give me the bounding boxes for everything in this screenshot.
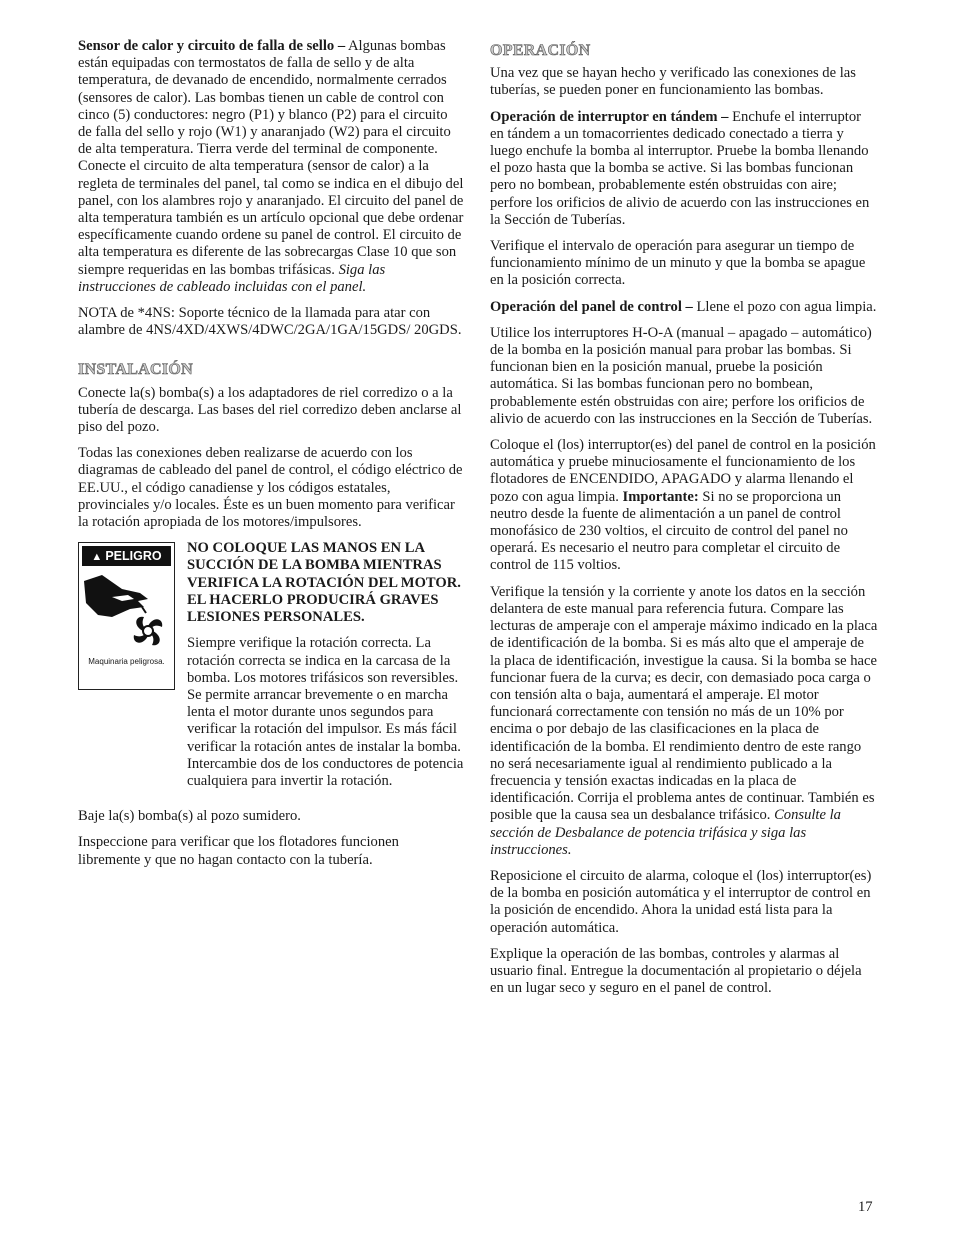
right-column <box>490 38 878 1006</box>
automatic-position-text: Coloque el (los) interruptor(es) del panel de control en la posición automática y pruebe minuciosamente el funcionamiento de los flotadores de ENCENDIDO, APAGADO y alarma llenando el pozo con agua limpia. <box>490 437 876 505</box>
section-heading-operation: OPERACIÓN <box>490 42 591 59</box>
danger-label-box <box>78 542 175 690</box>
paragraph-note: NOTA de *4NS: Soporte técnico de la llamada para atar con alambre de 4NS/4XD/4XWS/4DWC/2GA/1GA/15GDS/ 20GDS. <box>78 305 462 339</box>
paragraph-automatic-position <box>490 437 878 575</box>
hand-impeller-hazard-icon <box>82 573 172 649</box>
paragraph-operation-intro: Una vez que se hayan hecho y verificado las conexiones de las tuberías, se pueden poner en funcionamiento las bombas. <box>490 65 856 99</box>
paragraph-interval: Verifique el intervalo de operación para asegurar un tiempo de funcionamiento mínimo de un minuto y que la bomba se apague en la posición correcta. <box>490 238 866 289</box>
danger-warning <box>78 540 464 799</box>
paragraph-connections: Todas las conexiones deben realizarse de acuerdo con los diagramas de cableado del panel de control, el código eléctrico de EE.UU., el código canadiense y los códigos estatales, provinciales y/o locales. Éste es un buen momento para verificar la rotación apropiada de los motores/impulsores. <box>78 445 463 531</box>
control-panel-text: Llene el pozo con agua limpia. <box>692 298 877 315</box>
heat-sensor-text: Algunas bombas están equipadas con termostatos de falla de sello y de alta temperatura, de devanado de encendido, normalmente cerrados (sensores de calor). Las bombas tienen un cable de control con cinco (5) conductores: negro (P1) y blanco (P2) para el circuito de falla del sello y rojo (W1) y anaranjado (W2) para el circuito de alta temperatura. Tierra verde del terminal de componente. Conecte el circuito de alta temperatura (sensor de calor) a la regleta de terminales del panel, tal como se indica en el dibujo del panel, con los alambres rojo y anaranjado. El circuito del panel de alta temperatura también es un artículo opcional que debe ordenar específicamente cuando ordene su panel de control. El circuito de alta temperatura es diferente de las sobrecargas Clase 10 que son siempre requeridas en las bombas trifásicas. <box>78 38 464 278</box>
automatic-position-text-2: Si no se proporciona un neutro desde la fuente de alimentación a un panel de control monofásico de 230 voltios, el circuito de control del panel no operará. Es necesario el neutro para completar el circuito de control de 115 voltios. <box>490 488 848 574</box>
paragraph-inspect-floats: Inspeccione para verificar que los flotadores funcionen libremente y que no hagan contacto con la tubería. <box>78 834 399 868</box>
important-label: Importante: <box>622 488 699 505</box>
voltage-current-text: Verifique la tensión y la corriente y anote los datos en la sección delantera de este manual para referencia futura. Compare las lecturas de amperaje con el amperaje máximo indicado en la placa de identificación de la bomba. Si es más alto que el amperaje de la placa de identificación, investigue la causa. Si la bomba se hace funcionar fuera de la curva; es decir, con demasiado poca carga o con tensión alta o baja, aumentará el amperaje. El motor funcionará correctamente con tensión no más de un 10% por encima o por debajo de las clasificaciones en la placa de identificación de la bomba. El rendimiento dentro de este rango no será necesariamente igual al rendimiento publicado a la frecuencia y tensión exactas indicadas en la placa de identificación. Corrija el problema antes de continuar. También es posible que la causa sea un desbalance trifásico. <box>490 583 878 824</box>
danger-body-text: Siempre verifique la rotación correcta. La rotación correcta se indica en la carcasa de la bomba. Los motores trifásicos son reversibles. Se permite arrancar brevemente o en marcha lenta el motor durante unos segundos para verificar la rotación del impulsor. Es más fácil verificar la rotación antes de instalar la bomba. Intercambie dos de los conductores de potencia cualquiera para invertir la rotación. <box>187 635 464 789</box>
control-panel-lead: Operación del panel de control – <box>490 298 693 315</box>
paragraph-heat-sensor <box>78 38 464 296</box>
heat-sensor-lead: Sensor de calor y circuito de falla de sello – <box>78 38 346 54</box>
left-column <box>78 38 464 878</box>
paragraph-control-panel <box>490 299 878 316</box>
danger-bold-text: NO COLOQUE LAS MANOS EN LA SUCCIÓN DE LA BOMBA MIENTRAS VERIFICA LA ROTACIÓN DEL MOTOR. EL HACERLO PRODUCIRÁ GRAVES LESIONES PERSONALES. <box>187 540 461 626</box>
section-heading-installation: INSTALACIÓN <box>78 361 194 379</box>
danger-text <box>187 540 464 799</box>
tandem-switch-lead: Operación de interruptor en tándem – <box>490 108 729 125</box>
paragraph-explain-operation: Explique la operación de las bombas, controles y alarmas al usuario final. Entregue la documentación al propietario o déjela en un lugar seco y seguro en el panel de control. <box>490 945 862 997</box>
paragraph-connect-pumps: Conecte la(s) bomba(s) a los adaptadores de riel corredizo o a la tubería de descarga. Las bases del riel corredizo deben anclarse al piso del pozo. <box>78 384 462 436</box>
danger-header <box>82 546 171 566</box>
voltage-current-italic: Consulte la sección de Desbalance de potencia trifásica y siga las instrucciones. <box>490 807 841 858</box>
paragraph-hoa-switches: Utilice los interruptores H-O-A (manual – apagado – automático) de la bomba en la posición manual para probar las bombas. Si funcionan bien en la posición manual, pruebe la posición automática. Si las bombas funcionan pero no bombean, probablemente estén obstruidas con aire; perfore los orificios de alivio de acuerdo con las instrucciones en la Sección de Tuberías. <box>490 324 873 427</box>
paragraph-reset-alarm: Reposicione el circuito de alarma, coloque el (los) interruptor(es) de la bomba en posición automática y el interruptor de control en la posición de encendido. Ahora la unidad está lista para la operación automática. <box>490 867 872 936</box>
paragraph-lower-pumps: Baje la(s) bomba(s) al pozo sumidero. <box>78 808 301 825</box>
warning-triangle-icon: ▲ <box>91 551 103 564</box>
heat-sensor-italic: Siga las instrucciones de cableado incluidas con el panel. <box>78 261 386 295</box>
danger-label: PELIGRO <box>105 549 162 564</box>
paragraph-voltage-current <box>490 584 878 859</box>
tandem-switch-text: Enchufe el interruptor en tándem a un tomacorrientes dedicado conectado a tierra y luego enchufe la bomba al interruptor. Pruebe la bomba llenando el pozo hasta que la bomba se active. Si las bombas funcionan pero no bombean, probablemente estén obstruidas con aire; perfore los orificios de alivio de acuerdo con las instrucciones en la Sección de Tuberías. <box>490 108 870 228</box>
page-number: 17 <box>858 1199 873 1215</box>
paragraph-tandem-switch <box>490 109 878 229</box>
danger-caption: Maquinaria peligrosa. <box>88 657 165 667</box>
